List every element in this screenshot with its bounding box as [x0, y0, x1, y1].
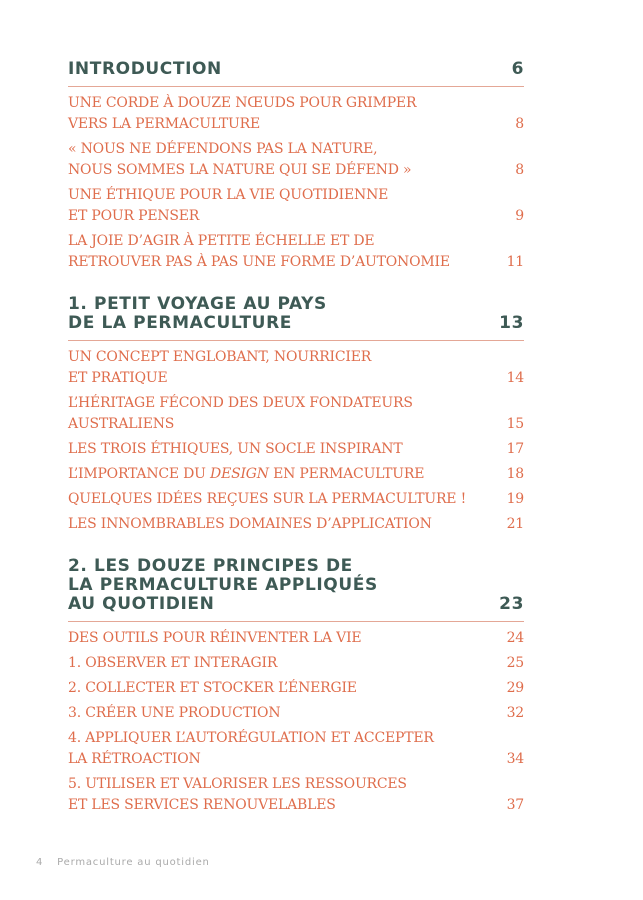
entry-page: 25 [506, 655, 524, 671]
entry-page: 37 [506, 797, 524, 813]
toc-entry[interactable] [68, 703, 524, 724]
chapter-introduction [68, 60, 524, 273]
entry-page: 34 [506, 751, 524, 767]
toc-entry[interactable] [68, 678, 524, 699]
footer-book-title: Permaculture au quotidien [57, 857, 210, 868]
chapter-title: INTRODUCTION [68, 59, 222, 79]
entry-title-post: EN PERMACULTURE [268, 466, 425, 482]
chapter-title: 1. PETIT VOYAGE AU PAYS DE LA PERMACULTURE [68, 294, 327, 333]
chapter-1 [68, 295, 524, 535]
entry-page: 8 [515, 162, 524, 178]
footer-page-number: 4 [36, 857, 44, 868]
entry-title: LES INNOMBRABLES DOMAINES D’APPLICATION [68, 516, 432, 532]
entry-page: 9 [515, 208, 524, 224]
toc-entry[interactable] [68, 774, 524, 816]
page-footer [36, 857, 210, 868]
entry-title [68, 464, 424, 485]
toc-entry[interactable] [68, 514, 524, 535]
toc-entry[interactable] [68, 728, 524, 770]
entry-title: L’HÉRITAGE FÉCOND DES DEUX FONDATEURS AUSTRALIENS [68, 395, 413, 432]
chapter-heading[interactable] [68, 60, 524, 79]
entry-title: UNE ÉTHIQUE POUR LA VIE QUOTIDIENNE ET POUR PENSER [68, 187, 389, 224]
entry-title-emphasis: DESIGN [210, 466, 269, 482]
entry-title: 4. APPLIQUER L’AUTORÉGULATION ET ACCEPTER LA RÉTROACTION [68, 730, 434, 767]
entry-title-pre: L’IMPORTANCE DU [68, 466, 211, 482]
divider [68, 340, 524, 341]
toc-entry[interactable] [68, 231, 524, 273]
toc-entry[interactable] [68, 393, 524, 435]
entry-title: QUELQUES IDÉES REÇUES SUR LA PERMACULTURE ! [68, 491, 467, 507]
entry-title: LES TROIS ÉTHIQUES, UN SOCLE INSPIRANT [68, 441, 403, 457]
chapter-page: 6 [511, 59, 524, 79]
chapter-heading[interactable] [68, 295, 524, 333]
entry-title: LA JOIE D’AGIR À PETITE ÉCHELLE ET DE RETROUVER PAS À PAS UNE FORME D’AUTONOMIE [68, 233, 450, 270]
entry-page: 18 [506, 466, 524, 482]
entry-page: 19 [506, 491, 524, 507]
entry-title: UN CONCEPT ENGLOBANT, NOURRICIER ET PRATIQUE [68, 349, 372, 386]
entry-page: 15 [506, 416, 524, 432]
entry-title: 5. UTILISER ET VALORISER LES RESSOURCES ET LES SERVICES RENOUVELABLES [68, 776, 407, 813]
entry-title: 2. COLLECTER ET STOCKER L’ÉNERGIE [68, 680, 357, 696]
entry-page: 11 [506, 254, 524, 270]
entry-title: DES OUTILS POUR RÉINVENTER LA VIE [68, 630, 362, 646]
chapter-title: 2. LES DOUZE PRINCIPES DE LA PERMACULTURE APPLIQUÉS AU QUOTIDIEN [68, 556, 378, 614]
entry-page: 8 [515, 116, 524, 132]
chapter-page: 23 [499, 594, 524, 614]
entry-page: 32 [506, 705, 524, 721]
table-of-contents [68, 60, 524, 838]
chapter-2 [68, 557, 524, 816]
toc-entry[interactable] [68, 93, 524, 135]
entry-page: 14 [506, 370, 524, 386]
entry-page: 17 [506, 441, 524, 457]
divider [68, 621, 524, 622]
divider [68, 86, 524, 87]
entry-title: UNE CORDE À DOUZE NŒUDS POUR GRIMPER VERS LA PERMACULTURE [68, 95, 417, 132]
entry-page: 29 [506, 680, 524, 696]
entry-title: 1. OBSERVER ET INTERAGIR [68, 655, 278, 671]
toc-entry[interactable] [68, 185, 524, 227]
entry-title: « NOUS NE DÉFENDONS PAS LA NATURE, NOUS SOMMES LA NATURE QUI SE DÉFEND » [68, 141, 412, 178]
toc-entry[interactable] [68, 489, 524, 510]
toc-entry[interactable] [68, 653, 524, 674]
toc-entry[interactable] [68, 439, 524, 460]
entry-page: 24 [506, 630, 524, 646]
chapter-page: 13 [499, 313, 524, 333]
chapter-heading[interactable] [68, 557, 524, 614]
toc-entry[interactable] [68, 628, 524, 649]
entry-title: 3. CRÉER UNE PRODUCTION [68, 705, 281, 721]
toc-entry[interactable] [68, 464, 524, 485]
toc-entry[interactable] [68, 347, 524, 389]
entry-page: 21 [506, 516, 524, 532]
toc-entry[interactable] [68, 139, 524, 181]
